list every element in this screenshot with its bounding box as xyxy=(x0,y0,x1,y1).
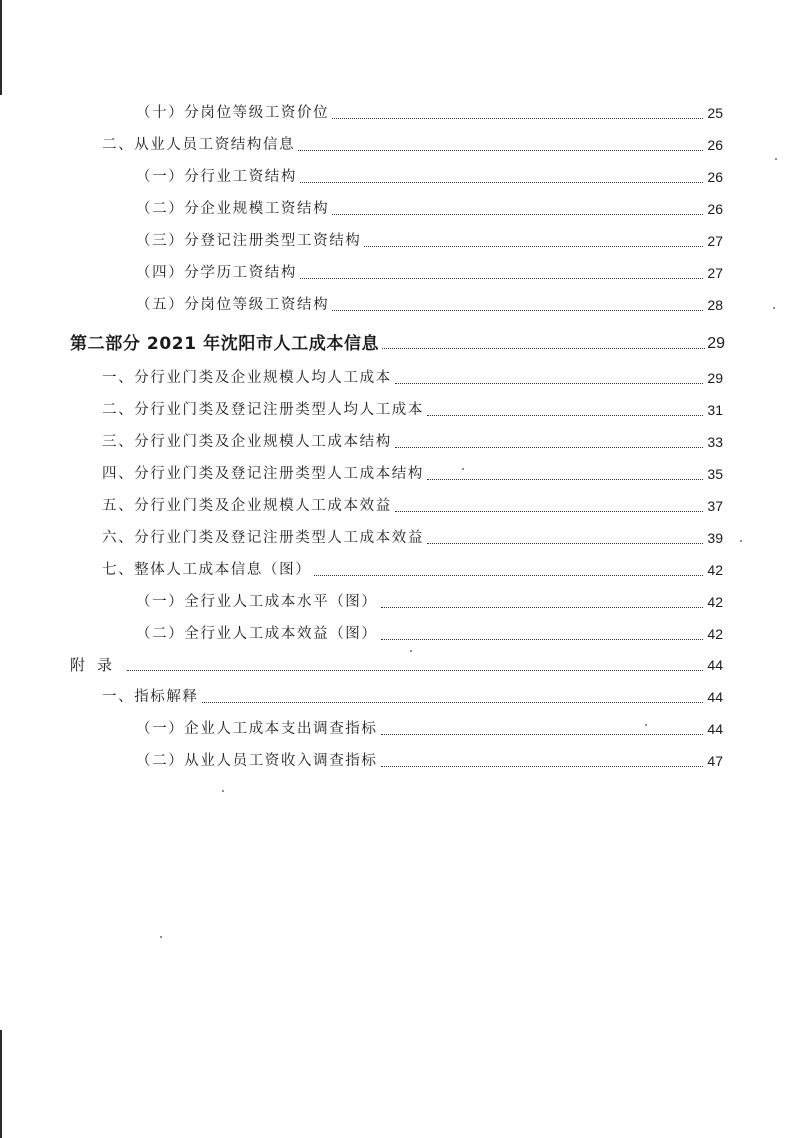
toc-entry-label: （三）分登记注册类型工资结构 xyxy=(136,233,362,249)
toc-page-number: 47 xyxy=(707,753,723,769)
toc-entry-sub[interactable] xyxy=(136,230,723,252)
toc-leader-dots xyxy=(300,182,703,183)
toc-entry-label: 六、分行业门类及登记注册类型人工成本效益 xyxy=(102,530,424,546)
toc-page-number: 26 xyxy=(707,169,723,185)
toc-page-number: 35 xyxy=(707,466,723,482)
toc-entry-section[interactable] xyxy=(102,134,723,156)
toc-page-number: 28 xyxy=(707,297,723,313)
toc-leader-dots xyxy=(381,734,704,735)
toc-entry-label: 二、从业人员工资结构信息 xyxy=(102,137,296,153)
toc-entry-section[interactable] xyxy=(102,527,723,549)
toc-entry-label: 一、分行业门类及企业规模人均人工成本 xyxy=(102,370,392,386)
toc-entry-label: 五、分行业门类及企业规模人工成本效益 xyxy=(102,498,392,514)
toc-page-number: 39 xyxy=(707,530,723,546)
scan-speck xyxy=(410,650,412,652)
scan-speck xyxy=(773,307,775,309)
toc-entry-label: （一）分行业工资结构 xyxy=(136,169,297,185)
toc-entry-sub[interactable] xyxy=(136,750,723,772)
toc-leader-dots xyxy=(332,310,703,311)
toc-entry-section[interactable] xyxy=(102,559,723,581)
toc-leader-dots xyxy=(202,702,703,703)
scan-edge-mark-bottom xyxy=(0,1030,2,1138)
toc-leader-dots xyxy=(382,348,705,349)
toc-leader-dots xyxy=(381,639,704,640)
toc-page-number: 26 xyxy=(707,201,723,217)
toc-entry-label: 三、分行业门类及企业规模人工成本结构 xyxy=(102,434,392,450)
toc-page-number: 44 xyxy=(707,657,723,673)
toc-entry-sub[interactable] xyxy=(136,623,723,645)
toc-page-number: 26 xyxy=(707,137,723,153)
toc-entry-label: 二、分行业门类及登记注册类型人均人工成本 xyxy=(102,402,424,418)
toc-entry-label: （二）全行业人工成本效益（图） xyxy=(136,626,378,642)
toc-entry-label: （一）企业人工成本支出调查指标 xyxy=(136,721,378,737)
toc-entry-label: （二）从业人员工资收入调查指标 xyxy=(136,753,378,769)
toc-leader-dots xyxy=(127,670,703,671)
toc-entry-sub[interactable] xyxy=(136,591,723,613)
toc-entry-label: 一、指标解释 xyxy=(102,689,199,705)
toc-entry-label: （四）分学历工资结构 xyxy=(136,265,297,281)
toc-entry-section[interactable] xyxy=(102,686,723,708)
toc-entry-label: 七、整体人工成本信息（图） xyxy=(102,562,312,578)
toc-entry-section[interactable] xyxy=(102,431,723,453)
toc-leader-dots xyxy=(395,383,703,384)
scan-speck xyxy=(775,158,777,160)
toc-leader-dots xyxy=(300,278,703,279)
toc-page-number: 37 xyxy=(707,498,723,514)
toc-leader-dots xyxy=(395,447,703,448)
toc-page-number: 25 xyxy=(707,105,723,121)
toc-leader-dots xyxy=(395,511,703,512)
toc-part-title: 第二部分 2021 年沈阳市人工成本信息 xyxy=(70,334,380,354)
toc-entry-label: （二）分企业规模工资结构 xyxy=(136,201,330,217)
toc-page-number: 44 xyxy=(707,721,723,737)
scan-speck xyxy=(222,790,224,792)
toc-entry-section[interactable] xyxy=(102,463,723,485)
toc-entry-label: 四、分行业门类及登记注册类型人工成本结构 xyxy=(102,466,424,482)
toc-entry-sub[interactable] xyxy=(136,718,723,740)
scan-speck xyxy=(160,936,162,938)
toc-leader-dots xyxy=(332,214,703,215)
toc-leader-dots xyxy=(364,246,703,247)
toc-entry-sub[interactable] xyxy=(136,262,723,284)
toc-leader-dots xyxy=(427,415,703,416)
scan-speck xyxy=(740,540,742,542)
toc-page-number: 29 xyxy=(707,335,725,352)
toc-page-number: 31 xyxy=(707,402,723,418)
toc-appendix-title: 附录 xyxy=(70,656,125,674)
toc-leader-dots xyxy=(381,766,704,767)
toc-entry-section[interactable] xyxy=(102,367,723,389)
toc-leader-dots xyxy=(427,479,703,480)
toc-entry-section[interactable] xyxy=(102,399,723,421)
toc-entry-sub[interactable] xyxy=(136,294,723,316)
toc-entry-sub[interactable] xyxy=(136,102,723,124)
toc-entry-sub[interactable] xyxy=(136,198,723,220)
toc-page-number: 33 xyxy=(707,434,723,450)
toc-entry-part[interactable] xyxy=(70,329,725,355)
toc-entry-section[interactable] xyxy=(102,495,723,517)
toc-entry-sub[interactable] xyxy=(136,166,723,188)
toc-page-number: 27 xyxy=(707,233,723,249)
toc-page-number: 27 xyxy=(707,265,723,281)
toc-entry-label: （五）分岗位等级工资结构 xyxy=(136,297,330,313)
toc-page-number: 29 xyxy=(707,370,723,386)
scan-edge-mark-top xyxy=(0,0,2,95)
toc-page-number: 42 xyxy=(707,626,723,642)
toc-leader-dots xyxy=(332,118,703,119)
toc-entry-label: （十）分岗位等级工资价位 xyxy=(136,105,330,121)
toc-leader-dots xyxy=(381,607,704,608)
toc-page-number: 42 xyxy=(707,562,723,578)
toc-page-number: 42 xyxy=(707,594,723,610)
toc-leader-dots xyxy=(314,575,703,576)
toc-leader-dots xyxy=(298,150,703,151)
toc-entry-appendix[interactable] xyxy=(70,654,723,676)
toc-page-number: 44 xyxy=(707,689,723,705)
toc-leader-dots xyxy=(427,543,703,544)
toc-entry-label: （一）全行业人工成本水平（图） xyxy=(136,594,378,610)
